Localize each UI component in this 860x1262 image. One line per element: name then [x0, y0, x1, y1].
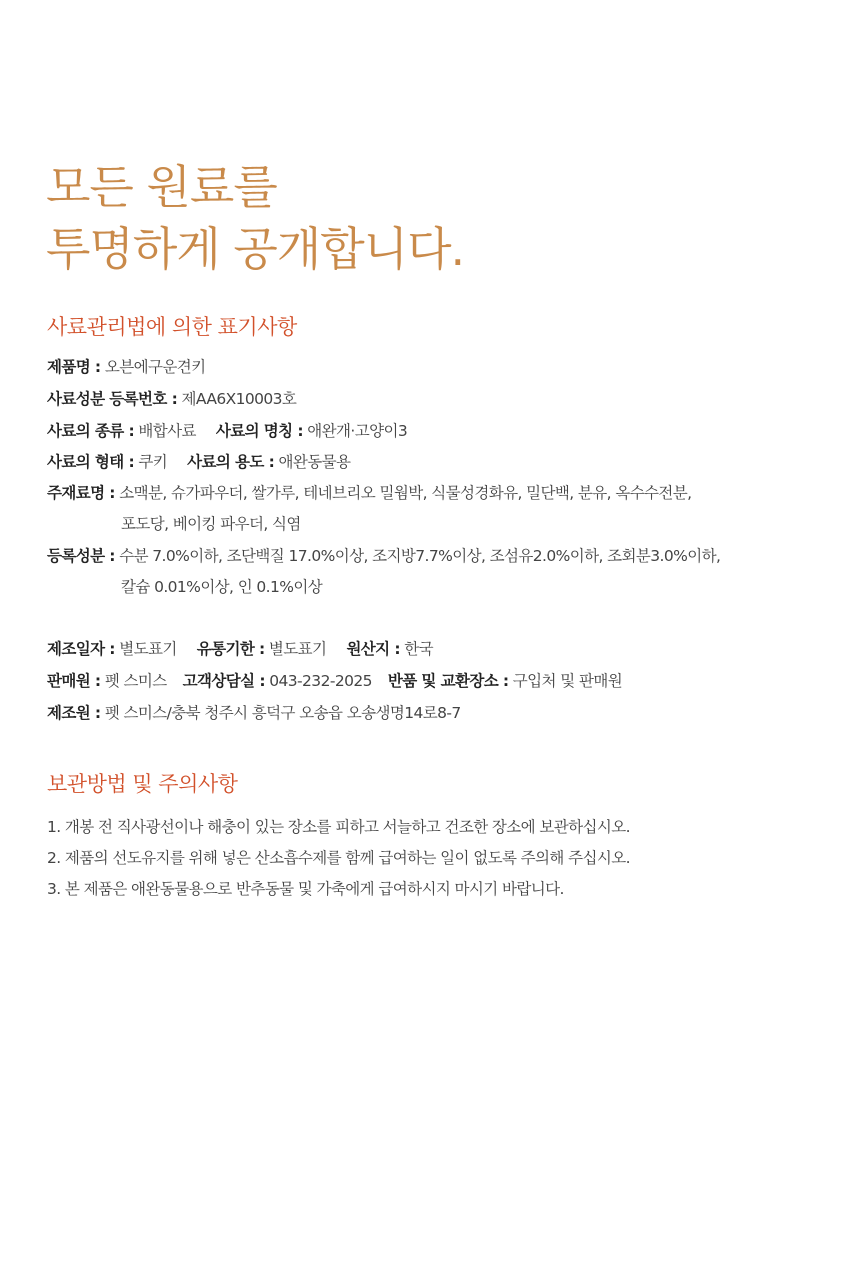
- registration-no-label: 사료성분 등록번호 :: [47, 390, 178, 408]
- feed-name-label: 사료의 명칭 :: [215, 422, 303, 440]
- label-section-title: 사료관리법에 의한 표기사항: [47, 315, 297, 339]
- registration-no-value: 제AA6X10003호: [177, 390, 297, 408]
- feed-use-label: 사료의 용도 :: [187, 453, 275, 471]
- headline-line-2: 투명하게 공개합니다.: [46, 222, 465, 276]
- expiry-label: 유통기한 :: [196, 640, 265, 658]
- ingredients-label: 주재료명 :: [47, 484, 115, 502]
- ingredients-row-continued: [121, 513, 301, 535]
- cs-phone-label: 고객상담실 :: [182, 672, 265, 690]
- page-headline: [46, 156, 464, 280]
- origin-value: 한국: [399, 640, 434, 658]
- seller-value: 펫 스미스: [100, 672, 167, 690]
- storage-item: 2. 제품의 선도유지를 위해 넣은 산소흡수제를 함께 급여하는 일이 없도록 주의해 주십시오.: [47, 849, 630, 867]
- feed-form-label: 사료의 형태 :: [47, 453, 135, 471]
- cs-phone-value: 043-232-2025: [264, 672, 372, 690]
- composition-row: [47, 545, 720, 567]
- feed-form-value: 쿠키: [134, 453, 168, 471]
- dates-origin-row: [47, 638, 433, 660]
- feed-form-row: [47, 451, 350, 473]
- feed-kind-value: 배합사료: [134, 422, 196, 440]
- ingredients-value-line-1: 소맥분, 슈가파우더, 쌀가루, 테네브리오 밀웜박, 식물성경화유, 밀단백, 분유, 옥수수전분,: [114, 484, 692, 502]
- seller-label: 판매원 :: [47, 672, 101, 690]
- feed-kind-row: [47, 420, 407, 442]
- ingredients-value-line-2: 포도당, 베이킹 파우더, 식염: [121, 515, 301, 533]
- return-place-value: 구입처 및 판매원: [508, 672, 623, 690]
- feed-kind-label: 사료의 종류 :: [47, 422, 135, 440]
- product-name-value: 오븐에구운견키: [100, 358, 206, 376]
- product-name-row: [47, 356, 205, 378]
- feed-use-value: 애완동물용: [274, 453, 351, 471]
- feed-name-value: 애완개·고양이3: [302, 422, 408, 440]
- maker-value: 펫 스미스/충북 청주시 흥덕구 오송읍 오송생명14로8-7: [100, 704, 461, 722]
- storage-item: 1. 개봉 전 직사광선이나 해충이 있는 장소를 피하고 서늘하고 건조한 장소에 보관하십시오.: [47, 818, 630, 836]
- composition-row-continued: [121, 576, 322, 598]
- composition-value-line-1: 수분 7.0%이하, 조단백질 17.0%이상, 조지방7.7%이상, 조섬유2.0%이하, 조회분3.0%이하,: [114, 547, 721, 565]
- product-name-label: 제품명 :: [47, 358, 101, 376]
- headline-line-1: 모든 원료를: [46, 160, 277, 214]
- composition-label: 등록성분 :: [47, 547, 115, 565]
- registration-no-row: [47, 388, 296, 410]
- ingredients-row: [47, 482, 692, 504]
- storage-section-title: 보관방법 및 주의사항: [47, 772, 238, 796]
- seller-row: [47, 670, 622, 692]
- manufacture-date-label: 제조일자 :: [47, 640, 115, 658]
- manufacture-date-value: 별도표기: [114, 640, 177, 658]
- origin-label: 원산지 :: [346, 640, 400, 658]
- maker-label: 제조원 :: [47, 704, 101, 722]
- maker-row: [47, 702, 461, 724]
- return-place-label: 반품 및 교환장소 :: [387, 672, 509, 690]
- storage-item: 3. 본 제품은 애완동물용으로 반추동물 및 가축에게 급여하시지 마시기 바랍니다.: [47, 880, 564, 898]
- composition-value-line-2: 칼슘 0.01%이상, 인 0.1%이상: [121, 578, 323, 596]
- expiry-value: 별도표기: [264, 640, 327, 658]
